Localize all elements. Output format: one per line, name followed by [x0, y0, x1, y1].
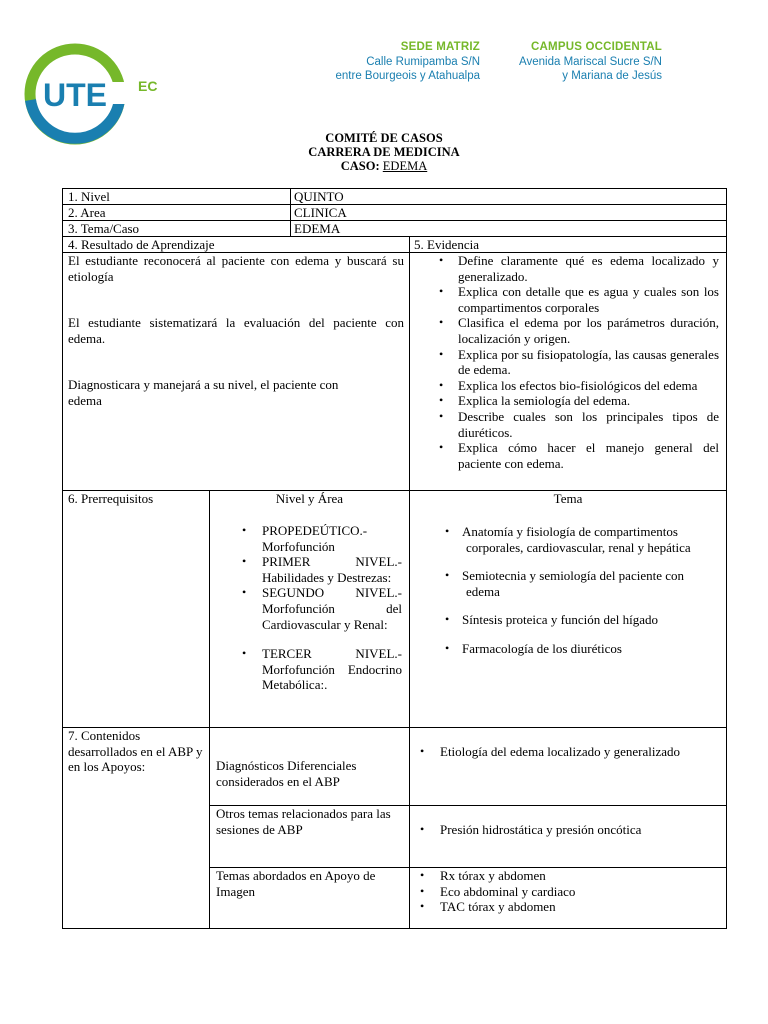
tema-line: edema: [466, 583, 500, 599]
campus-line2: y Mariana de Jesús: [562, 70, 662, 82]
contenidos-row-list: [410, 868, 726, 915]
nivel-item: • SEGUNDO NIVEL.- Morfofunción del Cardiovascular y Renal:: [210, 585, 402, 632]
campus-line1: Avenida Mariscal Sucre S/N: [519, 55, 662, 68]
contenidos-row-label: Temas abordados en Apoyo de Imagen: [216, 868, 376, 899]
tema-line: Farmacología de los diuréticos: [462, 640, 622, 656]
tema-item: [410, 612, 726, 628]
nivel-value: QUINTO: [294, 189, 344, 204]
tema-header: Tema: [553, 491, 583, 506]
contenidos-row-label: Diagnósticos Diferenciales considerados en el ABP: [216, 758, 357, 789]
campus-occidental-address: [519, 40, 662, 84]
evidencia-item: • Explica por su fisiopatología, las causas generales de edema.: [410, 347, 719, 378]
tema-line: corporales, cardiovascular, renal y hepática: [466, 539, 691, 555]
contenidos-item: • Etiología del edema localizado y generalizado: [410, 744, 726, 760]
tema-item: [410, 568, 726, 599]
nivel-item: • TERCER NIVEL.- Morfofunción Endocrino Metabólica:.: [210, 646, 402, 693]
evidencia-item: • Explica la semiología del edema.: [410, 393, 719, 409]
nivel-item: • PRIMER NIVEL.- Habilidades y Destrezas:: [210, 554, 402, 585]
tema-line: Síntesis proteica y función del hígado: [462, 612, 659, 628]
nivel-area-header: Nivel y Área: [275, 491, 344, 506]
evidencia-item: • Explica con detalle que es agua y cuales son los compartimentos corporales: [410, 284, 719, 315]
nivel-label: 1. Nivel: [68, 189, 110, 204]
evidencia-item: • Explica los efectos bio-fisiológicos del edema: [410, 378, 719, 394]
document-title: [0, 131, 768, 174]
caso-label: CASO:: [340, 159, 380, 174]
evidencia-label: 5. Evidencia: [414, 237, 479, 252]
contenidos-row-list: [410, 744, 726, 760]
tema-line: Semiotecnia y semiología del paciente con: [462, 568, 685, 584]
evidencia-list: [410, 253, 719, 471]
logo-text: UTE: [43, 77, 107, 113]
logo-suffix: EC: [138, 78, 158, 94]
caso-value: EDEMA: [382, 159, 428, 174]
tema-caso-value: EDEMA: [294, 221, 341, 236]
resultado-content: [68, 253, 404, 409]
contenidos-label: 7. Contenidos desarrollados en el ABP y en los Apoyos:: [68, 728, 203, 775]
evidencia-item: • Clasifica el edema por los parámetros duración, localización y origen.: [410, 315, 719, 346]
sede-line1: Calle Rumipamba S/N: [366, 55, 480, 68]
contenidos-item: • TAC tórax y abdomen: [410, 899, 726, 915]
title-line2: CARRERA DE MEDICINA: [308, 145, 460, 160]
sede-title: SEDE MATRIZ: [400, 41, 480, 53]
tema-line: Anatomía y fisiología de compartimentos: [462, 524, 678, 539]
title-caso: [0, 159, 768, 173]
resultado-label: 4. Resultado de Aprendizaje: [68, 237, 215, 252]
sede-matriz-address: [336, 40, 481, 84]
niveles-list: [210, 523, 402, 693]
title-line1: COMITÉ DE CASOS: [325, 131, 443, 145]
area-value: CLINICA: [294, 205, 347, 220]
area-label: 2. Area: [68, 205, 106, 220]
temas-list: [410, 524, 726, 657]
case-table: [62, 188, 727, 929]
contenidos-row-label: Otros temas relacionados para las sesiones de ABP: [216, 806, 391, 837]
campus-title: CAMPUS OCCIDENTAL: [531, 41, 662, 53]
sede-line2: entre Bourgeois y Atahualpa: [335, 70, 480, 82]
resultado-paragraph: Diagnosticara y manejará a su nivel, el paciente con edema: [68, 377, 339, 408]
resultado-paragraph: El estudiante sistematizará la evaluación del paciente con edema.: [68, 315, 404, 346]
prerrequisitos-label: 6. Prerrequisitos: [68, 491, 154, 506]
resultado-paragraph: El estudiante reconocerá al paciente con edema y buscará su etiología: [68, 253, 404, 284]
tema-item: [410, 641, 726, 657]
contenidos-row-list: [410, 822, 726, 838]
tema-item: [410, 524, 726, 555]
evidencia-item: • Describe cuales son los principales tipos de diuréticos.: [410, 409, 719, 440]
evidencia-item: • Explica cómo hacer el manejo general del paciente con edema.: [410, 440, 719, 471]
nivel-item: • PROPEDEÚTICO.- Morfofunción: [210, 523, 402, 554]
contenidos-item: • Rx tórax y abdomen: [410, 868, 726, 884]
tema-caso-label: 3. Tema/Caso: [68, 221, 140, 236]
contenidos-item: • Presión hidrostática y presión oncótica: [410, 822, 726, 838]
evidencia-item: • Define claramente qué es edema localizado y generalizado.: [410, 253, 719, 284]
contenidos-item: • Eco abdominal y cardiaco: [410, 884, 726, 900]
